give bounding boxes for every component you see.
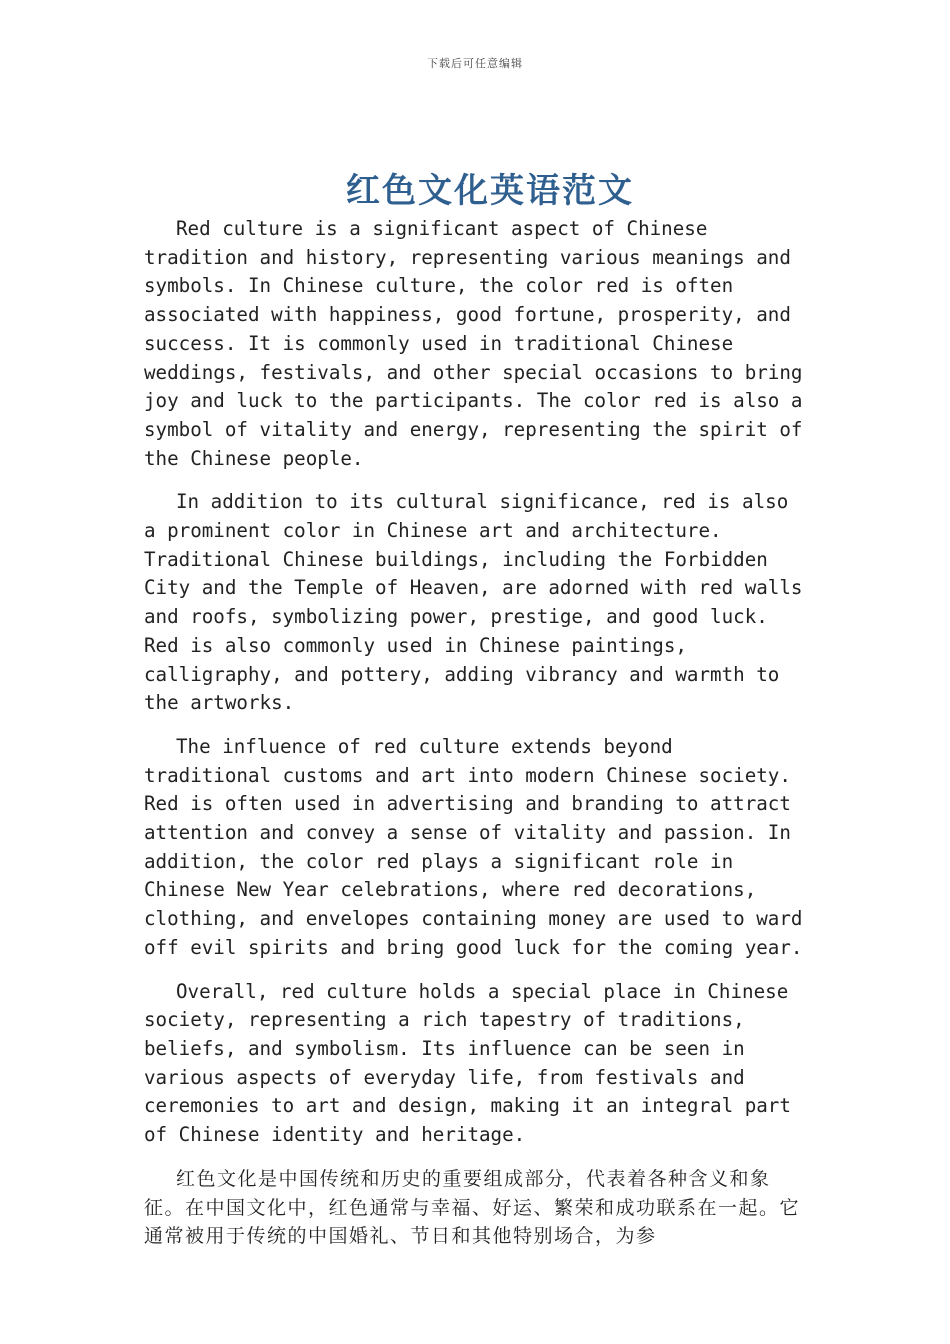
- paragraph-3: The influence of red culture extends beyond traditional customs and art into modern Chinese society. Red is often used in advertising and branding to attract attention and convey a sense of vitality and passion. In addition, the color red plays a significant role in Chinese New Year celebrations, where red decorations, clothing, and envelopes containing money are used to ward off evil spirits and bring good luck for the coming year.: [144, 734, 803, 959]
- document-body: [144, 215, 809, 1266]
- paragraph-1: Red culture is a significant aspect of Chinese tradition and history, representing various meanings and symbols. In Chinese culture, the color red is often associated with happiness, good fortune, prosperity, and success. It is commonly used in traditional Chinese weddings, festivals, and other special occasions to bring joy and luck to the participants. The color red is also a symbol of vitality and energy, representing the spirit of the Chinese people.: [144, 217, 803, 470]
- paragraph-5-chinese: 红色文化是中国传统和历史的重要组成部分，代表着各种含义和象征。在中国文化中，红色通常与幸福、好运、繁荣和成功联系在一起。它通常被用于传统的中国婚礼、节日和其他特别场合，为参: [144, 1167, 801, 1248]
- document-title: 红色文化英语范文: [346, 171, 634, 211]
- paragraph-4: Overall, red culture holds a special place in Chinese society, representing a rich tapestry of traditions, beliefs, and symbolism. Its influence can be seen in various aspects of everyday life, from festivals and ceremonies to art and design, making it an integral part of Chinese identity and heritage.: [144, 979, 791, 1147]
- paragraph-2: In addition to its cultural significance, red is also a prominent color in Chinese art and architecture. Traditional Chinese buildings, including the Forbidden City and the Temple of Heaven, are adorned with red walls and roofs, symbolizing power, prestige, and good luck. Red is also commonly used in Chinese paintings, calligraphy, and pottery, adding vibrancy and warmth to the artworks.: [144, 490, 803, 715]
- header-note: 下载后可任意编辑: [427, 57, 523, 70]
